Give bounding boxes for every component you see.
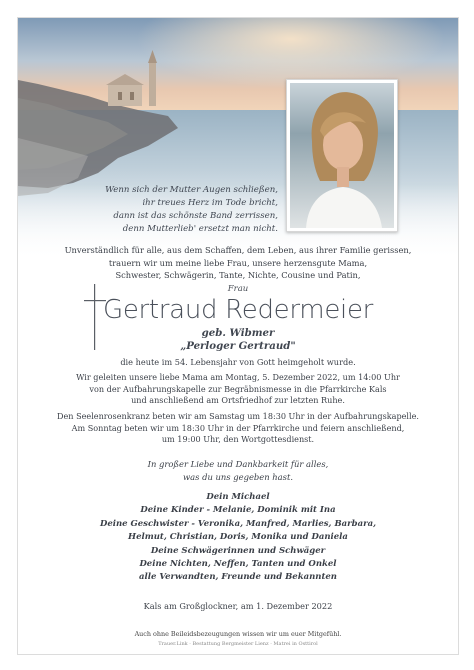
portrait-photo [286,79,398,232]
poem-line: denn Mutterlieb' ersetzt man nicht. [122,224,278,234]
quote-line: was du uns gegeben hast. [182,471,293,482]
intro-text [18,244,458,282]
intro-line: Unverständlich für alle, aus dem Schaffen, dem Leben, aus ihrer Familie gerissen, [64,245,412,255]
mourner-line: Deine Nichten, Neffen, Tanten und Onkel [139,559,337,570]
intro-line: trauern wir um meine liebe Frau, unsere herzensgute Mama, [108,257,368,268]
place-date: Kals am Großglockner, am 1. Dezember 2022 [143,601,333,611]
poem-line: dann ist das schönste Band zerrissen, [113,211,278,221]
poem-line: ihr treues Herz im Tode bricht, [142,198,278,208]
birth-name: geb. Wibmer [201,327,275,339]
nickname: „Perloger Gertraud" [180,340,296,352]
quote-line: In großer Liebe und Dankbarkeit für alles, [147,459,329,469]
mourner-line: Deine Schwägerinnen und Schwäger [150,545,326,556]
salutation: Frau [227,284,249,294]
birth-name-block [18,327,458,353]
intro-line: Schwester, Schwägerin, Tante, Nichte, Cousine und Patin, [115,270,361,281]
credit-line: Trauer.Link · Bestattung Bergmeister Lienz · Matrei in Osttirol [158,641,318,647]
rosary-line: Am Sonntag beten wir um 18:30 Uhr in der Pfarrkirche und feiern anschließend, [71,422,405,433]
rosary-details [18,411,458,446]
deceased-name: Gertraud Redermeier [102,295,374,325]
mourner-line: Dein Michael [206,492,270,502]
poem [78,184,278,236]
mourner-line: Deine Geschwister - Veronika, Manfred, Marlies, Barbara, [99,518,377,529]
rosary-line: Den Seelenrosenkranz beten wir am Samstag um 18:30 Uhr in der Aufbahrungskapelle. [57,411,419,421]
footer-note: Auch ohne Beileidsbezeugungen wissen wir um euer Mitgefühl. [134,630,342,638]
age-line: die heute im 54. Lebensjahr von Gott heimgeholt wurde. [120,357,356,367]
mourner-line: Helmut, Christian, Doris, Monika und Daniela [128,532,348,543]
funeral-details [18,372,458,407]
funeral-line: von der Aufbahrungskapelle zur Begräbnismesse in die Pfarrkirche Kals [89,383,387,394]
mourner-line: Deine Kinder - Melanie, Dominik mit Ina [140,505,336,516]
funeral-line: Wir geleiten unsere liebe Mama am Montag, 5. Dezember 2022, um 14:00 Uhr [76,372,400,382]
obituary-card [17,17,459,655]
mourner-line: alle Verwandten, Freunde und Bekannten [139,572,337,583]
portrait-image [290,83,394,228]
poem-line: Wenn sich der Mutter Augen schließen, [105,185,278,195]
rosary-line: um 19:00 Uhr, den Wortgottesdienst. [161,434,315,445]
mourners-list [18,491,458,585]
closing-quote [18,458,458,483]
funeral-line: und anschließend am Ortsfriedhof zur letzten Ruhe. [131,395,345,406]
